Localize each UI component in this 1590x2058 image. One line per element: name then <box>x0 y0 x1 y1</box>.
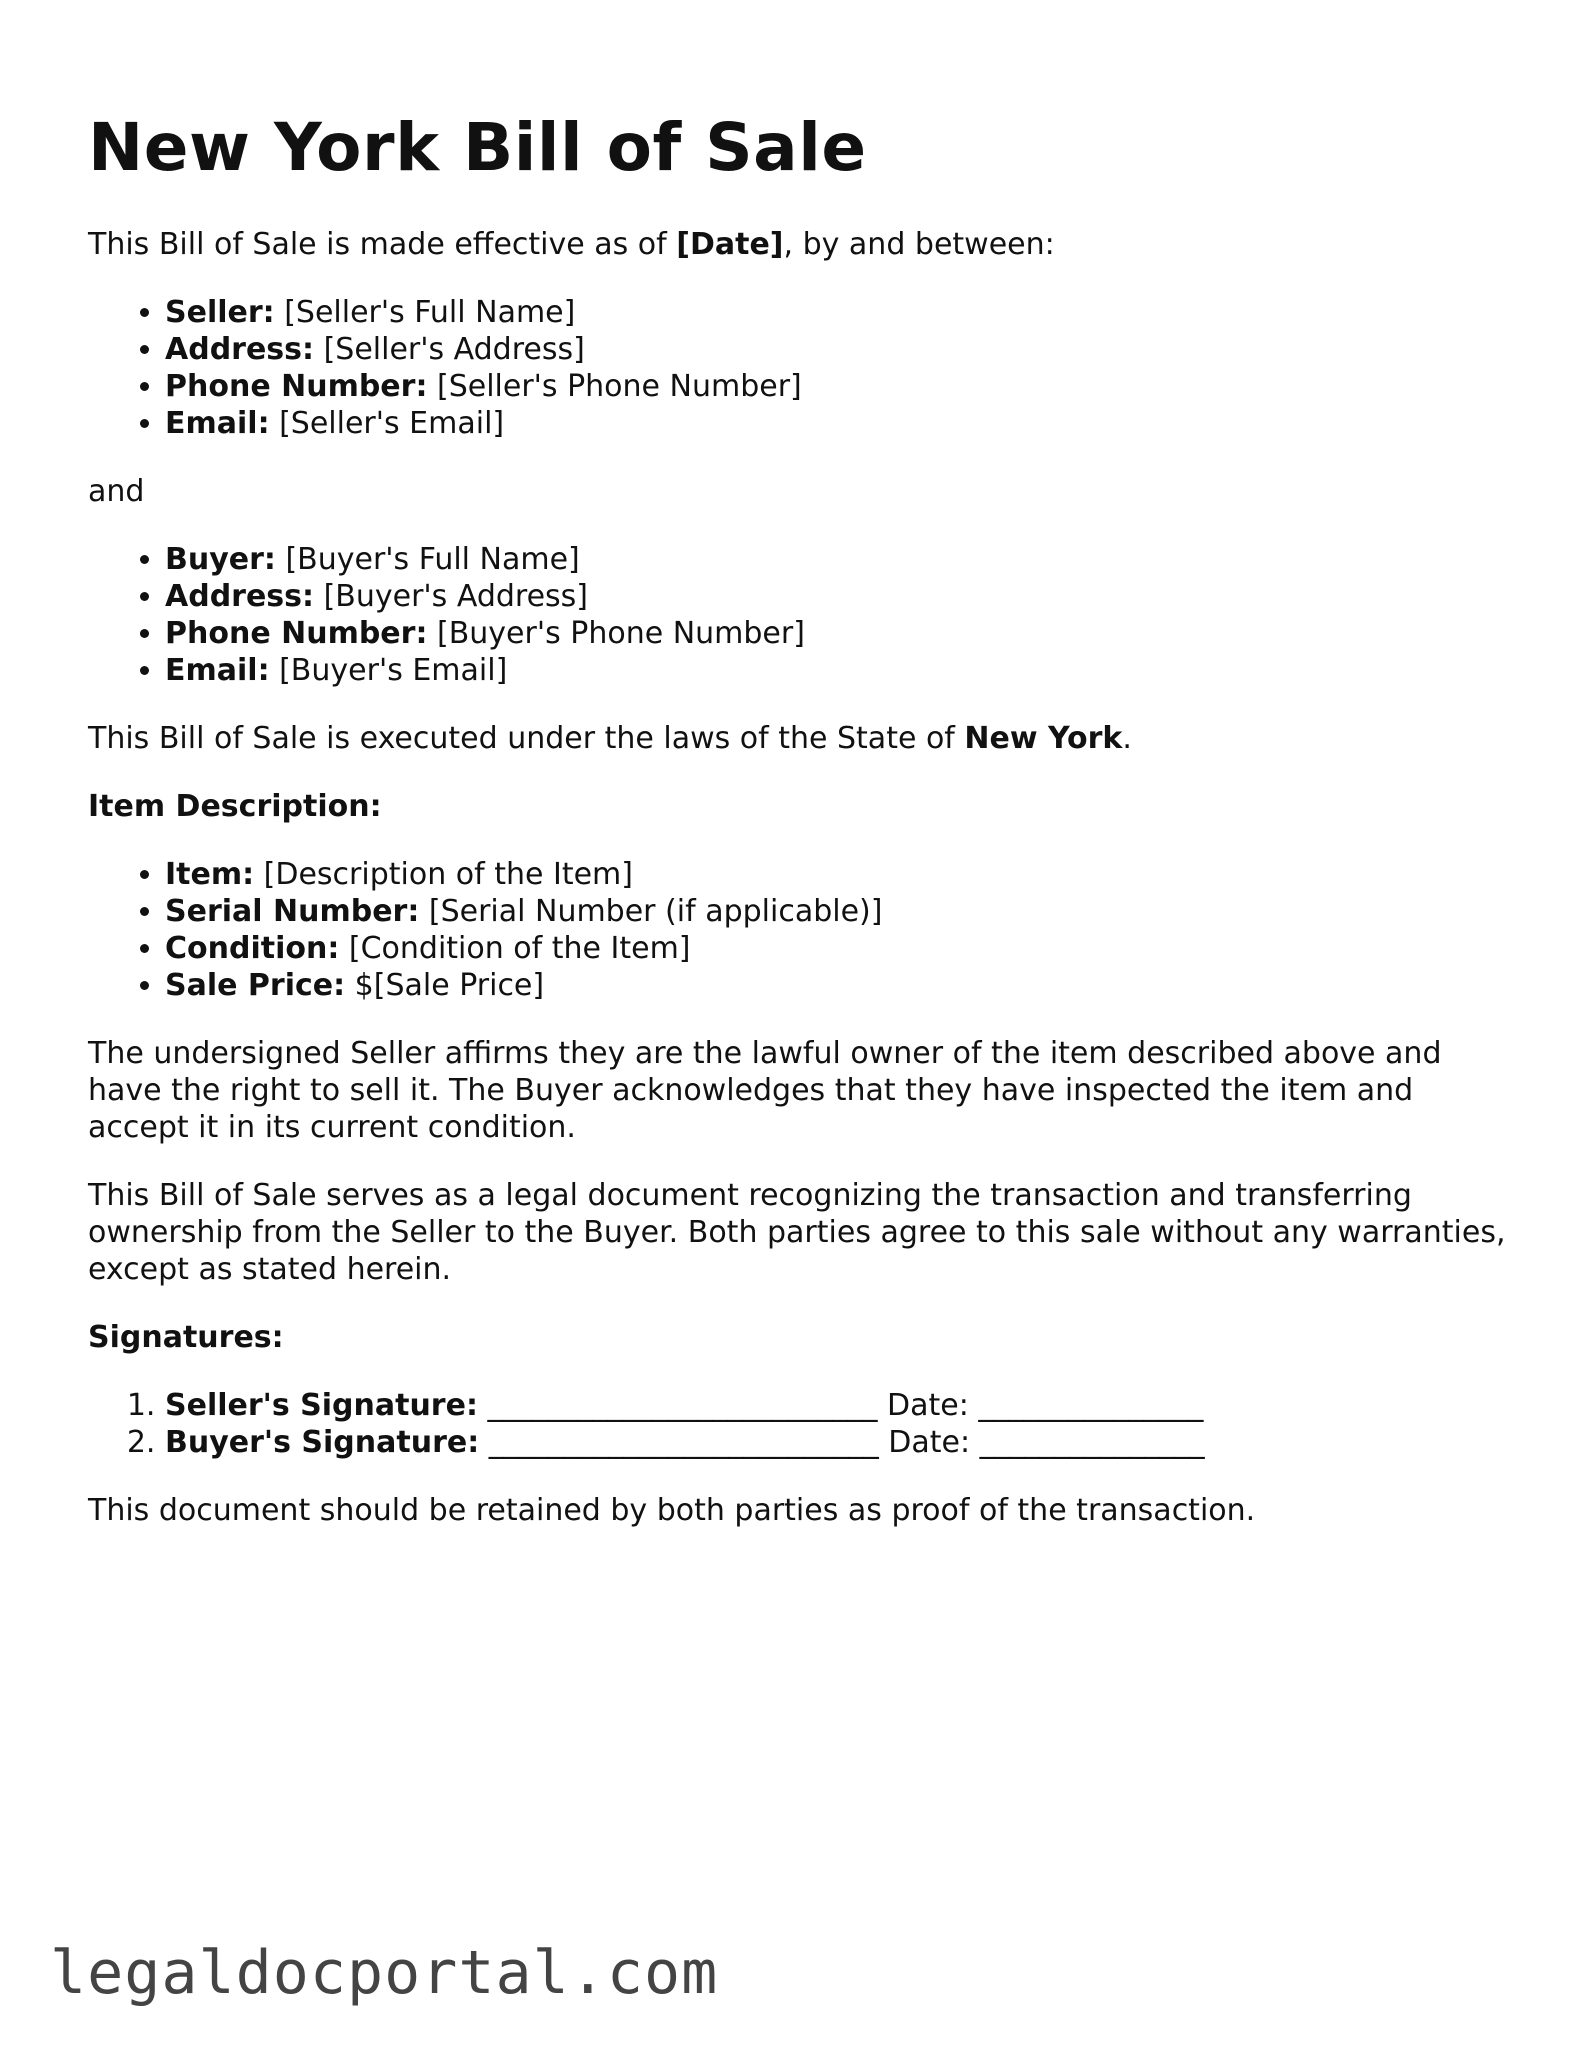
signatures-list <box>88 1387 1508 1461</box>
field-label: Email: <box>165 653 270 688</box>
field-label: Serial Number: <box>165 894 420 929</box>
signature-label: Buyer's Signature: <box>165 1425 480 1460</box>
legal-document-paragraph: This Bill of Sale serves as a legal document recognizing the transaction and transferring ownership from the Seller to the Buyer. Both parties agree to this sale without any warranties, except as stated herein. <box>88 1178 1506 1287</box>
sale-price-item <box>165 967 1508 1004</box>
buyer-name-item <box>165 541 1508 578</box>
field-label: Buyer: <box>165 542 276 577</box>
field-value: [Seller's Phone Number] <box>427 369 802 404</box>
seller-name-item <box>165 294 1508 331</box>
date-label: Date: <box>887 1388 969 1423</box>
effective-date-placeholder: [Date] <box>676 227 784 262</box>
field-label: Address: <box>165 579 315 614</box>
seller-address-item <box>165 331 1508 368</box>
field-value: [Condition of the Item] <box>339 931 691 966</box>
date-blank: _______________ <box>968 1388 1204 1423</box>
law-suffix: . <box>1122 721 1132 756</box>
field-label: Email: <box>165 406 270 441</box>
field-label: Condition: <box>165 931 340 966</box>
buyer-details-list <box>88 541 1508 689</box>
field-label: Phone Number: <box>165 616 428 651</box>
item-description-item <box>165 856 1508 893</box>
field-value: [Seller's Full Name] <box>274 295 576 330</box>
field-label: Sale Price: <box>165 968 346 1003</box>
signature-label: Seller's Signature: <box>165 1388 478 1423</box>
intro-suffix: , by and between: <box>783 227 1055 262</box>
field-value: $[Sale Price] <box>345 968 545 1003</box>
seller-email-item <box>165 405 1508 442</box>
seller-details-list <box>88 294 1508 442</box>
field-value: [Seller's Email] <box>269 406 505 441</box>
law-prefix: This Bill of Sale is executed under the laws of the State of <box>88 721 965 756</box>
field-value: [Buyer's Phone Number] <box>427 616 805 651</box>
item-details-list <box>88 856 1508 1004</box>
buyer-address-item <box>165 578 1508 615</box>
field-label: Address: <box>165 332 315 367</box>
seller-phone-item <box>165 368 1508 405</box>
intro-paragraph <box>88 226 1508 263</box>
field-label: Item: <box>165 857 255 892</box>
governing-law-paragraph <box>88 720 1508 757</box>
serial-number-item <box>165 893 1508 930</box>
buyer-signature-line <box>165 1424 1508 1461</box>
field-value: [Buyer's Full Name] <box>275 542 580 577</box>
field-value: [Serial Number (if applicable)] <box>419 894 883 929</box>
state-name: New York <box>964 721 1123 756</box>
signature-blank: __________________________ <box>479 1425 889 1460</box>
signature-blank: __________________________ <box>477 1388 888 1423</box>
closing-paragraph: This document should be retained by both parties as proof of the transaction. <box>88 1493 1256 1528</box>
date-blank: _______________ <box>970 1425 1205 1460</box>
field-value: [Buyer's Email] <box>269 653 508 688</box>
field-value: [Seller's Address] <box>314 332 585 367</box>
affirmation-paragraph: The undersigned Seller affirms they are the lawful owner of the item described above and have the right to sell it. The Buyer acknowledges that they have inspected the item and accept it in its current condition. <box>88 1036 1442 1145</box>
buyer-email-item <box>165 652 1508 689</box>
conjunction-text: and <box>88 474 145 509</box>
field-value: [Buyer's Address] <box>314 579 589 614</box>
intro-prefix: This Bill of Sale is made effective as of <box>88 227 677 262</box>
field-label: Seller: <box>165 295 275 330</box>
date-label: Date: <box>888 1425 971 1460</box>
signatures-heading: Signatures: <box>88 1320 284 1355</box>
condition-item <box>165 930 1508 967</box>
field-value: [Description of the Item] <box>254 857 633 892</box>
field-label: Phone Number: <box>165 369 428 404</box>
seller-signature-line <box>165 1387 1508 1424</box>
document-title: New York Bill of Sale <box>88 109 867 186</box>
document-body <box>88 108 1508 1560</box>
site-watermark: legaldocportal.com <box>50 1938 719 2008</box>
buyer-phone-item <box>165 615 1508 652</box>
item-description-heading: Item Description: <box>88 789 382 824</box>
